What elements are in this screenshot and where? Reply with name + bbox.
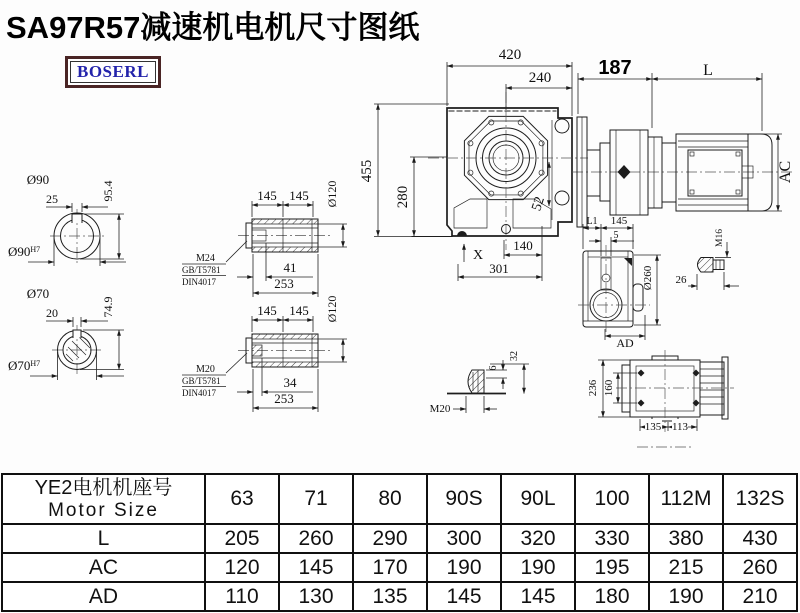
thread-std2-top: DIN4017 [182, 277, 216, 287]
dim-M20: M20 [429, 403, 451, 415]
table-cell: 290 [353, 524, 427, 553]
dim-20: 20 [46, 306, 58, 320]
bolt-m20 [430, 351, 529, 415]
dim-L: L [703, 62, 713, 79]
dim-34: 34 [283, 375, 297, 390]
gearbox-small-side-view [578, 215, 661, 350]
thread-callout-m20: M20 [196, 364, 215, 375]
table-cell: 180 [575, 582, 649, 611]
table-row [2, 582, 797, 611]
dim-32: 32 [509, 351, 520, 361]
table-cell: 130 [279, 582, 353, 611]
table-cell: 210 [723, 582, 797, 611]
dim-749: 74.9 [101, 296, 115, 318]
table-cell: 135 [353, 582, 427, 611]
table-cell: 260 [279, 524, 353, 553]
dim-41: 41 [283, 260, 297, 275]
table-cell: 120 [205, 553, 279, 582]
motor-frame-column-header: 100 [575, 474, 649, 524]
thread-callout-m24: M24 [196, 253, 215, 264]
table-cell: 430 [723, 524, 797, 553]
gearmotor-side-view [572, 57, 794, 227]
motor-frame-column-header: 80 [353, 474, 427, 524]
dim-bore90: $Ø90^{H7}$ [8, 244, 41, 259]
table-cell: 380 [649, 524, 723, 553]
table-cell: 190 [649, 582, 723, 611]
dim-301: 301 [489, 261, 509, 276]
bolt-m16 [676, 229, 740, 290]
boserl-logo-text: BOSERL [70, 61, 156, 83]
dim-135: 135 [644, 421, 662, 433]
shaft-section-90 [8, 172, 126, 266]
dim-145b: 145 [289, 188, 309, 203]
dim-AD: AD [616, 336, 634, 350]
motor-frame-column-header: 71 [279, 474, 353, 524]
dim-145a: 145 [257, 188, 277, 203]
dim-dia260: Ø260 [642, 265, 654, 291]
dim-AC: AC [777, 160, 794, 184]
thread-std1-bottom: GB/T5781 [182, 376, 221, 386]
dim-236: 236 [587, 379, 599, 397]
dim-145c: 145 [257, 303, 277, 318]
dim-113: 113 [671, 421, 689, 433]
motor-frame-column-header: 132S [723, 474, 797, 524]
dim-160: 160 [603, 379, 615, 397]
dim-bore70: $Ø70^{H7}$ [8, 358, 41, 373]
dim-253-bottom: 253 [274, 391, 294, 406]
dim-140: 140 [513, 238, 533, 253]
motor-body [676, 134, 748, 211]
dim-25: 25 [46, 192, 58, 206]
dim-253-top: 253 [274, 276, 294, 291]
table-cell: 320 [501, 524, 575, 553]
dim-dia120-bottom: Ø120 [325, 295, 339, 323]
motor-size-table [1, 473, 798, 612]
dim-954: 95.4 [101, 180, 115, 202]
x-mark: X [473, 248, 484, 263]
dim-dia90: Ø90 [26, 172, 50, 187]
table-header-row [2, 474, 797, 524]
table-header-motor-size [2, 474, 205, 524]
motor-frame-column-header: 90S [427, 474, 501, 524]
table-cell: 170 [353, 553, 427, 582]
dim-26: 26 [675, 274, 687, 286]
motor-frame-column-header: 90L [501, 474, 575, 524]
page-title: SA97R57减速机电机尺寸图纸 [6, 10, 420, 45]
dim-280: 280 [395, 185, 411, 209]
gearbox-front-view [359, 47, 588, 281]
dim-M16: M16 [715, 229, 725, 247]
row-label: L [2, 524, 205, 553]
dim-240: 240 [528, 70, 552, 86]
motor-frame-column-header: 63 [205, 474, 279, 524]
hollow-shaft-top [182, 181, 347, 297]
dim-dia120-top: Ø120 [325, 180, 339, 208]
dim-145d: 145 [289, 303, 309, 318]
row-label: AC [2, 553, 205, 582]
thread-std2-bottom: DIN4017 [182, 388, 216, 398]
table-cell: 110 [205, 582, 279, 611]
dim-6: 6 [488, 365, 499, 371]
table-cell: 190 [427, 553, 501, 582]
hollow-shaft-bottom [182, 296, 347, 412]
gearbox-rear-view [587, 350, 734, 447]
table-cell: 260 [723, 553, 797, 582]
dim-dia70: Ø70 [26, 286, 50, 301]
dim-420: 420 [498, 47, 522, 63]
table-cell: 205 [205, 524, 279, 553]
motor-size-label-cn: YE2电机机座号 [34, 476, 173, 499]
dim-52: 52 [529, 194, 548, 213]
motor-frame-column-header: 112M [649, 474, 723, 524]
thread-std1-top: GB/T5781 [182, 265, 221, 275]
motor-size-label-en: Motor Size [48, 499, 159, 521]
table-row [2, 553, 797, 582]
fan-cowl [748, 134, 772, 211]
table-cell: 215 [649, 553, 723, 582]
table-cell: 330 [575, 524, 649, 553]
table-cell: 145 [501, 582, 575, 611]
dim-187: 187 [598, 57, 632, 79]
shaft-section-70 [8, 286, 124, 380]
dim-5: 5 [613, 230, 619, 241]
table-cell: 190 [501, 553, 575, 582]
table-cell: 300 [427, 524, 501, 553]
dim-L1: L1 [586, 216, 598, 227]
dim-455: 455 [359, 159, 375, 183]
table-cell: 195 [575, 553, 649, 582]
table-cell: 145 [427, 582, 501, 611]
row-label: AD [2, 582, 205, 611]
dim-145-side: 145 [610, 215, 628, 227]
table-cell: 145 [279, 553, 353, 582]
table-row [2, 524, 797, 553]
